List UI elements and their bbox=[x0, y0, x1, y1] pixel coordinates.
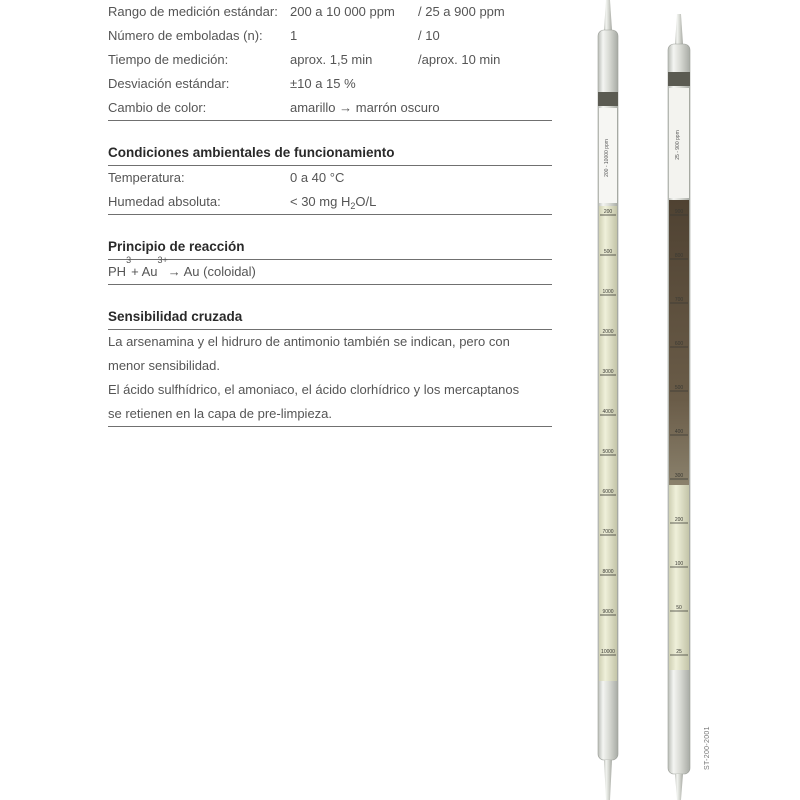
scale-label: 300 bbox=[674, 473, 684, 479]
spec-row bbox=[108, 24, 552, 48]
tube-band bbox=[598, 92, 618, 106]
conditions-heading: Condiciones ambientales de funcionamiento bbox=[108, 145, 395, 160]
scale-label: 4000 bbox=[602, 409, 614, 415]
reaction-heading: Principio de reacción bbox=[108, 239, 245, 254]
tube-tip-top bbox=[675, 14, 683, 44]
spec-label: Rango de medición estándar: bbox=[108, 4, 278, 19]
tube-2 bbox=[668, 14, 690, 800]
scale-label: 50 bbox=[676, 605, 682, 611]
spec-label: Cambio de color: bbox=[108, 100, 207, 115]
figure-code: ST-200-2001 bbox=[704, 726, 711, 770]
spec-value: 0 a 40 °C bbox=[290, 170, 345, 185]
tube-tip-bottom bbox=[604, 760, 612, 800]
spec-value: 1 bbox=[290, 28, 298, 43]
spec-value: 200 a 10 000 ppm bbox=[290, 4, 395, 19]
spec-value: ±10 a 15 % bbox=[290, 76, 356, 91]
scale-label: 8000 bbox=[602, 569, 614, 575]
tube-1 bbox=[598, 0, 618, 800]
humidity-subscript: 2 bbox=[350, 201, 356, 211]
spec-label: Humedad absoluta: bbox=[108, 194, 221, 209]
scale-label: 500 bbox=[603, 249, 613, 255]
spec-row bbox=[108, 166, 552, 190]
document bbox=[108, 0, 552, 427]
spec-row bbox=[108, 96, 552, 120]
cross-text bbox=[108, 330, 552, 426]
spec-row bbox=[108, 48, 552, 72]
cross-line: El ácido sulfhídrico, el amoniaco, el ácido clorhídrico y los mercaptanos bbox=[108, 382, 520, 397]
scale-label: 5000 bbox=[602, 449, 614, 455]
scale-label: 700 bbox=[674, 297, 684, 303]
divider bbox=[108, 120, 552, 121]
reaction-formula bbox=[108, 255, 552, 284]
spec-label: Tiempo de medición: bbox=[108, 52, 229, 67]
scale-label: 10000 bbox=[601, 649, 615, 655]
formula-subscript: 3 bbox=[126, 255, 132, 265]
spec-value-alt: / 10 bbox=[418, 28, 440, 43]
humidity-prefix: < 30 mg H bbox=[290, 194, 351, 209]
spec-row bbox=[108, 72, 552, 96]
scale-label: 500 bbox=[674, 385, 684, 391]
scale-label: 100 bbox=[674, 561, 684, 567]
scale-label: 7000 bbox=[602, 529, 614, 535]
spec-row bbox=[108, 0, 552, 24]
spec-row bbox=[108, 190, 552, 214]
tube-label: 25 - 900 ppm bbox=[675, 130, 681, 160]
spec-value: aprox. 1,5 min bbox=[290, 52, 373, 67]
divider bbox=[108, 426, 552, 427]
scale-label: 2000 bbox=[602, 329, 614, 335]
scale-label: 400 bbox=[674, 429, 684, 435]
spec-value-alt: / 25 a 900 ppm bbox=[418, 4, 505, 19]
spec-label: Desviación estándar: bbox=[108, 76, 230, 91]
formula-superscript: 3+ bbox=[157, 255, 168, 265]
detector-tubes-image bbox=[590, 0, 700, 800]
spec-value-alt bbox=[418, 96, 552, 120]
scale-label: 9000 bbox=[602, 609, 614, 615]
spec-table bbox=[108, 0, 552, 120]
spec-value-alt: /aprox. 10 min bbox=[418, 52, 501, 67]
scale-label: 25 bbox=[676, 649, 682, 655]
cross-line: se retienen en la capa de pre-limpieza. bbox=[108, 406, 333, 421]
spec-label: Temperatura: bbox=[108, 170, 185, 185]
cross-heading: Sensibilidad cruzada bbox=[108, 309, 243, 324]
scale-label: 1000 bbox=[602, 289, 614, 295]
divider bbox=[108, 284, 552, 285]
tube-tip-top bbox=[604, 0, 612, 30]
scale-label: 900 bbox=[674, 209, 684, 215]
formula-reagent: + Au bbox=[131, 264, 158, 279]
scale-label: 800 bbox=[674, 253, 684, 259]
cross-line: La arsenamina y el hidruro de antimonio también se indican, pero con bbox=[108, 334, 510, 349]
spec-value: amarillo → marrón oscuro bbox=[290, 100, 440, 115]
spec-value bbox=[290, 190, 552, 214]
scale-label: 6000 bbox=[602, 489, 614, 495]
tube-label: 200 - 10000 ppm bbox=[604, 139, 610, 177]
spec-label: Número de emboladas (n): bbox=[108, 28, 263, 43]
tube-tip-bottom bbox=[675, 774, 683, 800]
scale-label: 3000 bbox=[602, 369, 614, 375]
cross-line: menor sensibilidad. bbox=[108, 358, 221, 373]
tube-band bbox=[668, 72, 690, 86]
formula-product: → Au (coloidal) bbox=[167, 264, 256, 279]
humidity-suffix: O/L bbox=[355, 194, 377, 209]
spec-value-alt bbox=[418, 72, 552, 96]
divider bbox=[108, 214, 552, 215]
formula-reactant: PH bbox=[108, 264, 127, 279]
scale-label: 600 bbox=[674, 341, 684, 347]
scale-label: 200 bbox=[674, 517, 684, 523]
scale-label: 200 bbox=[603, 209, 613, 215]
